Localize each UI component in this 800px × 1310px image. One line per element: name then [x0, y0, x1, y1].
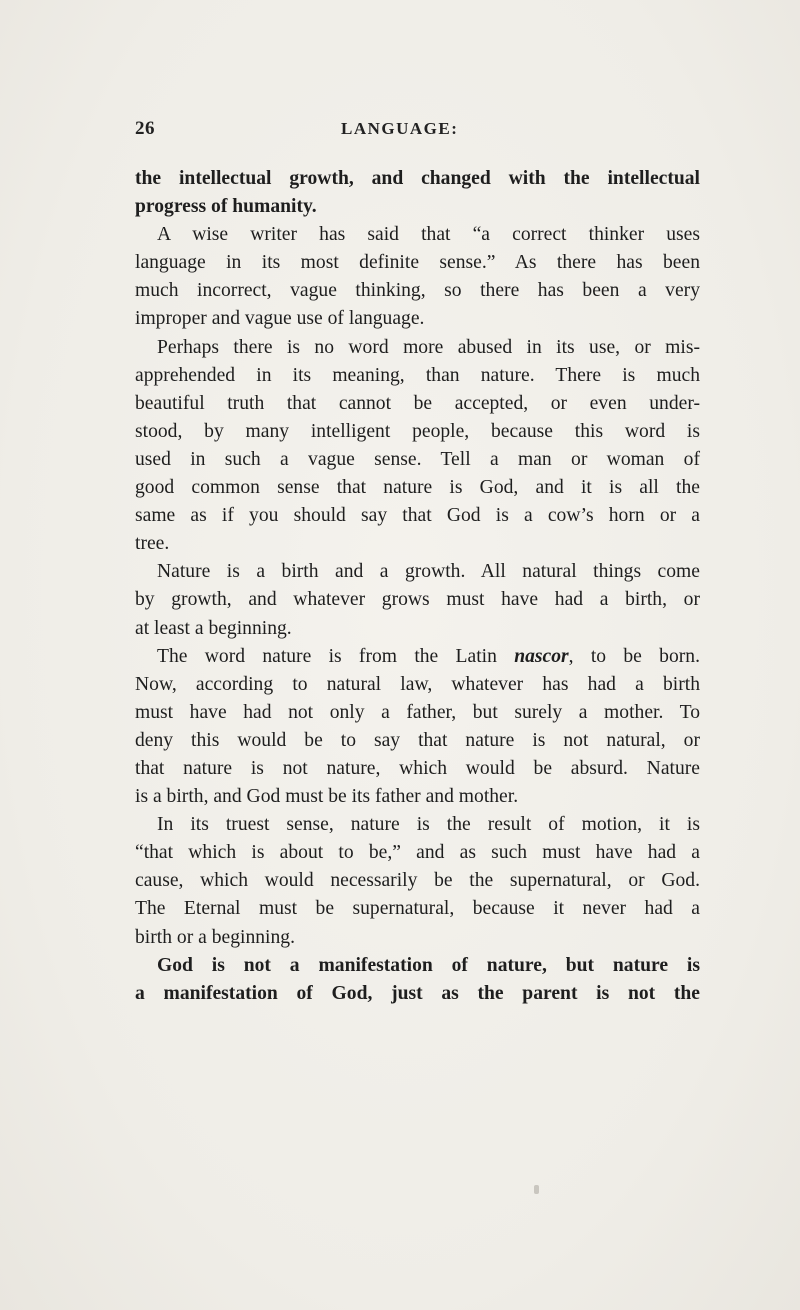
- text-line: is a birth, and God must be its father and mother.: [135, 786, 519, 808]
- text-line: a manifestation of God, just as the parent is not the: [135, 982, 700, 1004]
- text-line: cause, which would necessarily be the supernatural, or God.: [135, 870, 700, 892]
- text-line: language in its most definite sense.” As there has been: [135, 252, 700, 274]
- running-head: [135, 118, 695, 146]
- text-line: deny this would be to say that nature is not natural, or: [135, 729, 700, 751]
- text-line: apprehended in its meaning, than nature. There is much: [135, 364, 700, 386]
- text-line: The word nature is from the Latin nascor, to be born.: [157, 645, 700, 667]
- text-line: The Eternal must be supernatural, because it never had a: [135, 898, 700, 920]
- text-line: “that which is about to be,” and as such must have had a: [135, 842, 700, 864]
- text-line: good common sense that nature is God, and it is all the: [135, 477, 700, 499]
- text-line: used in such a vague sense. Tell a man or woman of: [135, 448, 700, 470]
- text-line: Nature is a birth and a growth. All natural things come: [157, 561, 700, 583]
- text-line: the intellectual growth, and changed with the intellectual: [135, 168, 700, 189]
- body-text: [135, 165, 700, 1008]
- text-line: same as if you should say that God is a cow’s horn or a: [135, 505, 700, 527]
- text-line: improper and vague use of language.: [135, 308, 425, 330]
- text-line: stood, by many intelligent people, because this word is: [135, 420, 700, 442]
- text-line: much incorrect, vague thinking, so there has been a very: [135, 280, 700, 302]
- text-line: progress of humanity.: [135, 196, 317, 218]
- text-line: tree.: [135, 533, 170, 555]
- text-line: at least a beginning.: [135, 617, 292, 639]
- text-line: Now, according to natural law, whatever has had a birth: [135, 673, 700, 695]
- page-number: 26: [135, 118, 155, 139]
- text-line: God is not a manifestation of nature, but nature is: [157, 954, 700, 976]
- text-line: must have had not only a father, but surely a mother. To: [135, 701, 700, 723]
- text-line: that nature is not nature, which would be absurd. Nature: [135, 757, 700, 779]
- text-line: beautiful truth that cannot be accepted, or even under-: [135, 392, 700, 414]
- text-line: In its truest sense, nature is the result of motion, it is: [157, 814, 700, 836]
- text-line: A wise writer has said that “a correct thinker uses: [157, 224, 700, 246]
- text-line: by growth, and whatever grows must have had a birth, or: [135, 589, 700, 611]
- paper-speck: [534, 1185, 539, 1194]
- text-line: Perhaps there is no word more abused in its use, or mis-: [157, 336, 700, 358]
- running-title: LANGUAGE:: [341, 119, 459, 138]
- text-line: birth or a beginning.: [135, 926, 295, 948]
